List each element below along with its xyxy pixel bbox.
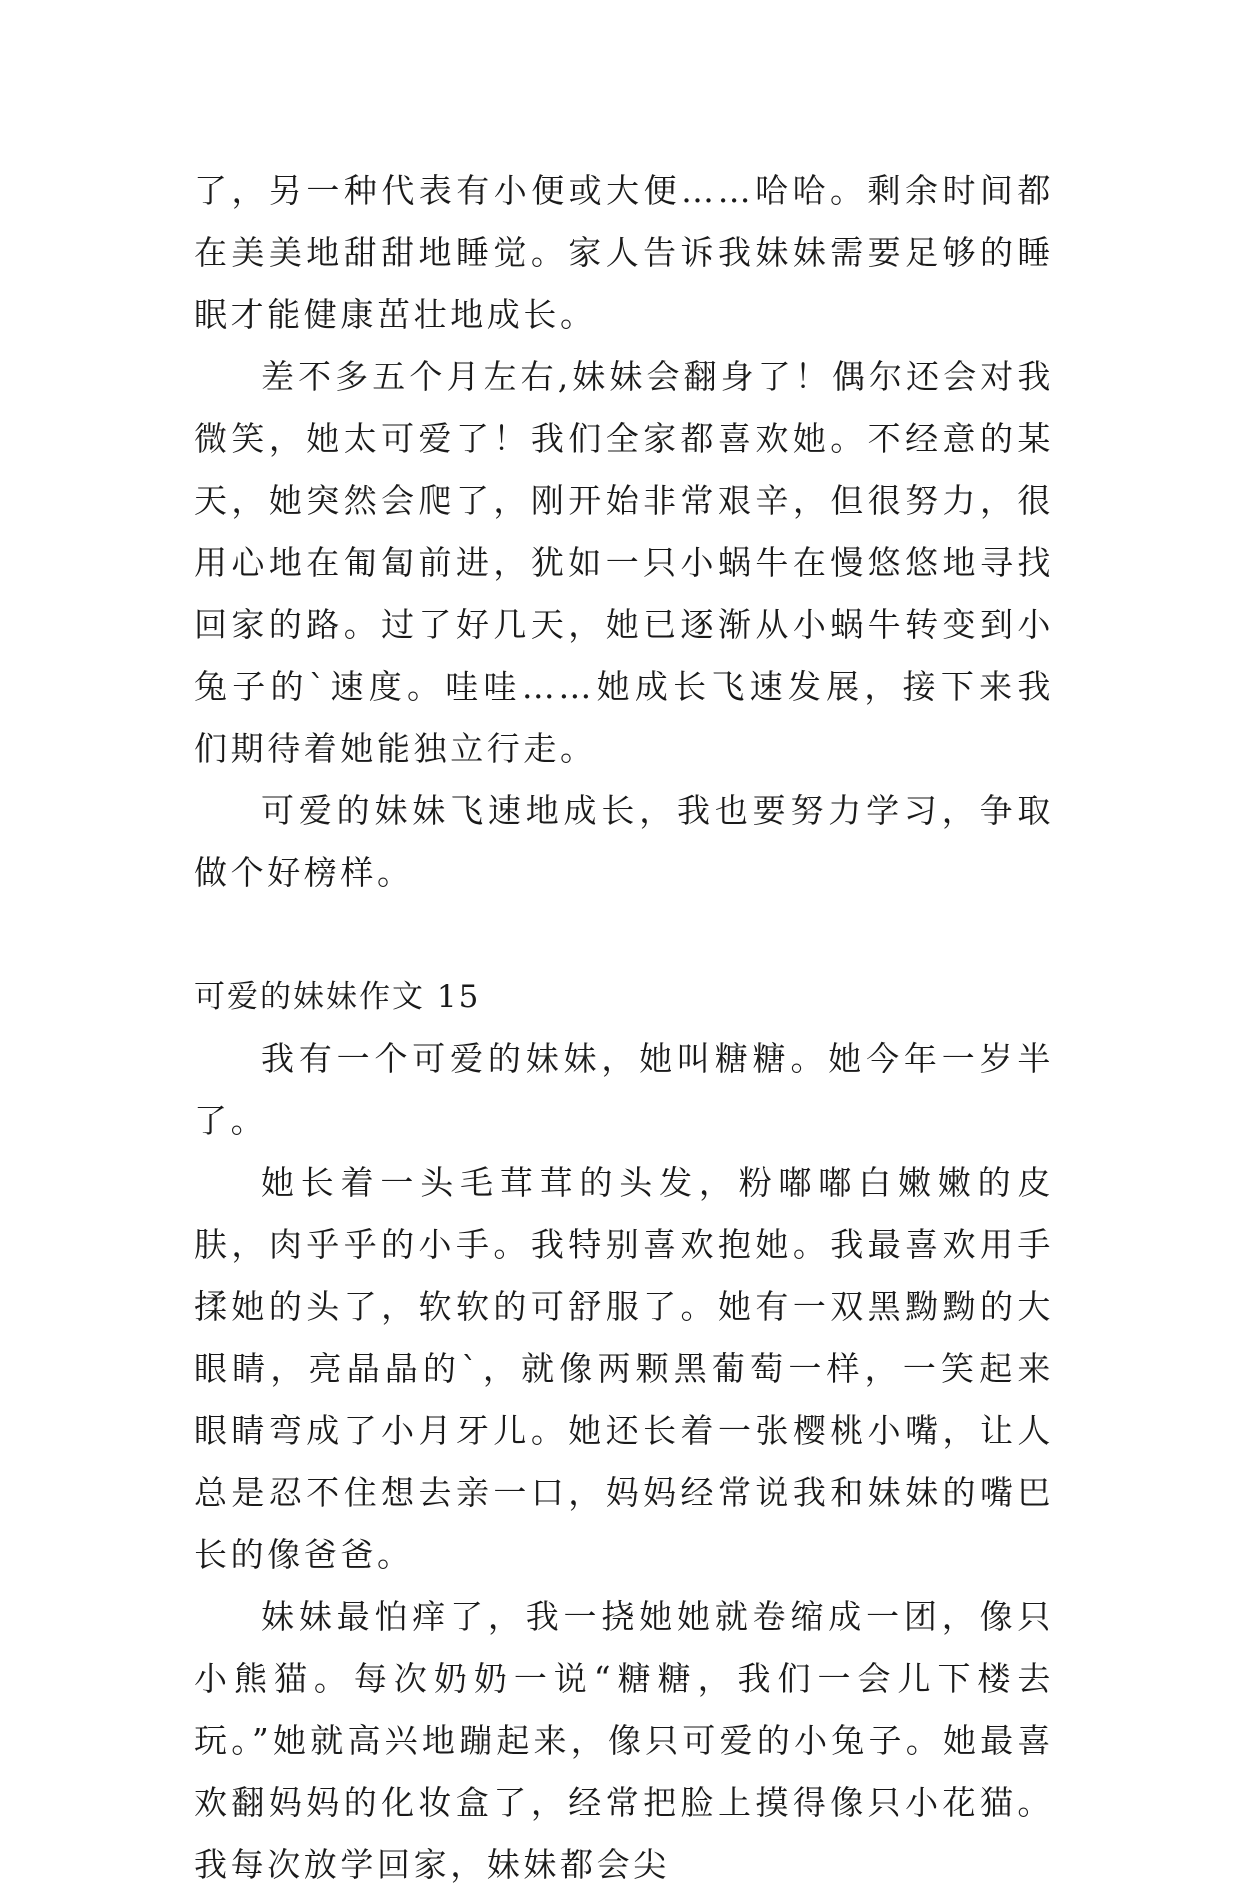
document-body bbox=[194, 160, 1054, 1896]
paragraph: 了，另一种代表有小便或大便……哈哈。剩余时间都在美美地甜甜地睡觉。家人告诉我妹妹需要足够的睡眠才能健康茁壮地成长。 bbox=[194, 171, 1054, 334]
paragraph: 差不多五个月左右,妹妹会翻身了！偶尔还会对我微笑，她太可爱了！我们全家都喜欢她。不经意的某天，她突然会爬了，刚开始非常艰辛，但很努力，很用心地在匍匐前进，犹如一只小蜗牛在慢悠悠地寻找回家的路。过了好几天，她已逐渐从小蜗牛转变到小兔子的`速度。哇哇……她成长飞速发展，接下来我们期待着她能独立行走。 bbox=[194, 357, 1054, 768]
paragraph: 可爱的妹妹飞速地成长，我也要努力学习，争取做个好榜样。 bbox=[194, 791, 1054, 892]
paragraph: 她长着一头毛茸茸的头发，粉嘟嘟白嫩嫩的皮肤，肉乎乎的小手。我特别喜欢抱她。我最喜欢用手揉她的头了，软软的可舒服了。她有一双黑黝黝的大眼睛，亮晶晶的`，就像两颗黑葡萄一样，一笑起来眼睛弯成了小月牙儿。她还长着一张樱桃小嘴，让人总是忍不住想去亲一口，妈妈经常说我和妹妹的嘴巴长的像爸爸。 bbox=[194, 1163, 1054, 1574]
section-spacer bbox=[194, 904, 1054, 966]
section-title: 可爱的妹妹作文 15 bbox=[194, 979, 481, 1015]
paragraph: 我有一个可爱的妹妹，她叫糖糖。她今年一岁半了。 bbox=[194, 1039, 1054, 1140]
paragraph: 妹妹最怕痒了，我一挠她她就卷缩成一团，像只小熊猫。每次奶奶一说“糖糖，我们一会儿下楼去玩。”她就高兴地蹦起来，像只可爱的小兔子。她最喜欢翻妈妈的化妆盒了，经常把脸上摸得像只小花猫。我每次放学回家，妹妹都会尖 bbox=[194, 1597, 1054, 1884]
